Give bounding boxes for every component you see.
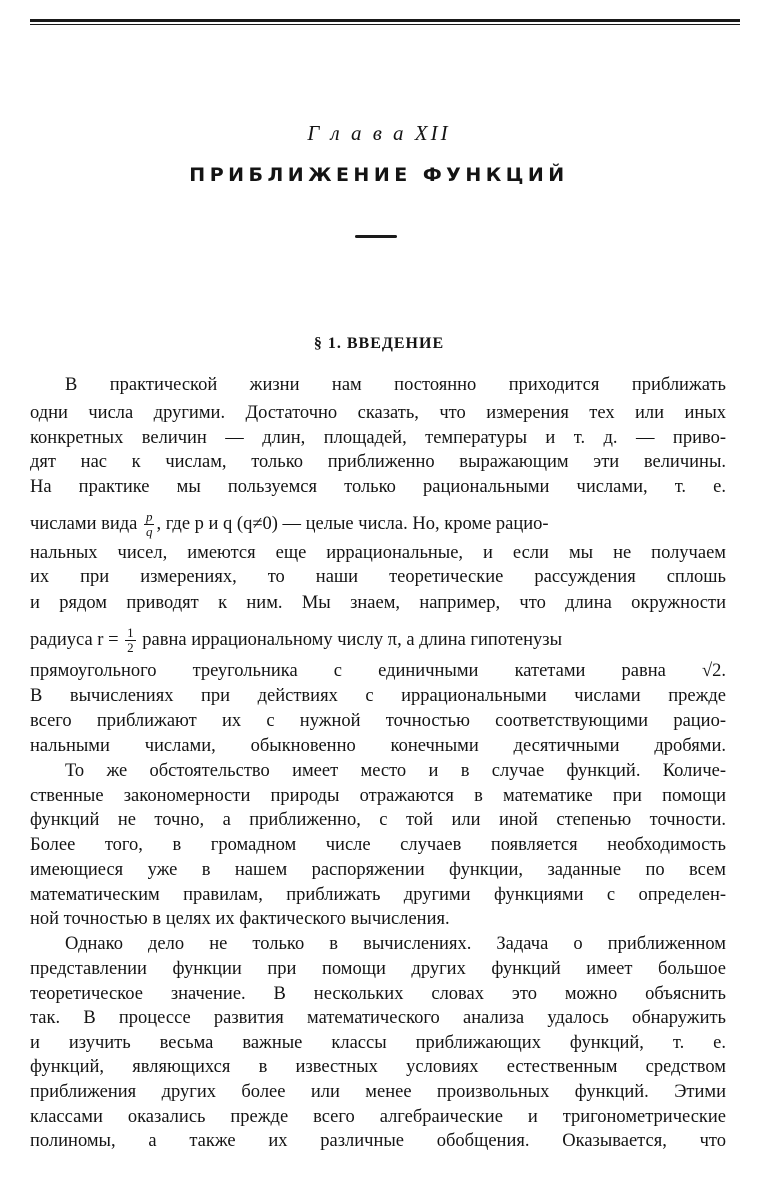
text-line: Более того, в громадном числе случаев появляется необходимость: [30, 835, 726, 855]
section-title: § 1. ВВЕДЕНИЕ: [313, 335, 445, 352]
text-line: и изучить весьма важные классы приближающих функций, т. е.: [30, 1033, 726, 1053]
text-line: так. В процессе развития математического анализа удалось обнаружить: [30, 1008, 726, 1028]
text-line: Однако дело не только в вычислениях. Задача о приближенном: [65, 934, 726, 954]
text-line: приближения других более или менее произвольных функций. Этими: [30, 1082, 726, 1102]
text-line: В вычислениях при действиях с иррациональными числами прежде: [30, 686, 726, 706]
text-line: всего приближают их с нужной точностью соответствующими рацио-: [30, 711, 726, 731]
text-line: функций не точно, а приближенно, с той или иной степенью точности.: [30, 810, 726, 830]
text-line: представлении функции при помощи других функций имеет большое: [30, 959, 726, 979]
fraction-numerator: p: [145, 509, 153, 524]
text-line: конкретных величин — длин, площадей, температуры и т. д. — приво-: [30, 428, 726, 448]
text-line: То же обстоятельство имеет место и в случае функций. Количе-: [65, 761, 726, 781]
text-segment: числами вида: [30, 513, 138, 534]
top-rule-thin: [30, 24, 740, 25]
text-line: ственные закономерности природы отражаются в математике при помощи: [30, 786, 726, 806]
text-segment: равна иррациональному числу π, а длина гипотенузы: [142, 629, 563, 650]
text-line: одни числа другими. Достаточно сказать, что измерения тех или иных: [30, 403, 726, 423]
fraction-denominator: 2: [127, 640, 134, 655]
text-line: нальными числами, обыкновенно конечными десятичными дробями.: [30, 736, 726, 756]
text-line-with-fraction: [30, 510, 726, 539]
text-segment: радиуса r =: [30, 629, 119, 650]
text-line: имеющиеся уже в нашем распоряжении функции, заданные по всем: [30, 860, 726, 880]
text-line: теоретическое значение. В нескольких словах это можно объяснить: [30, 984, 726, 1004]
text-line: На практике мы пользуемся только рациональными числами, т. е.: [30, 477, 726, 497]
text-line: классами оказались прежде всего алгебраические и тригонометрические: [30, 1107, 726, 1127]
text-line: математическим правилам, приближать другими функциями с определен-: [30, 885, 726, 905]
text-line: их при измерениях, то наши теоретические рассуждения сплошь: [30, 567, 726, 587]
title-ornament: [351, 235, 401, 239]
fraction-denominator: q: [145, 524, 153, 539]
chapter-label: Г л а в а XII: [307, 121, 451, 145]
text-segment: , где p и q (q≠0) — целые числа. Но, кроме рацио-: [156, 513, 549, 534]
text-line: нальных чисел, имеются еще иррациональные, и если мы не получаем: [30, 543, 726, 563]
chapter-title: ПРИБЛИЖЕНИЕ ФУНКЦИЙ: [189, 164, 569, 186]
text-line: полиномы, а также их различные обобщения. Оказывается, что: [30, 1131, 726, 1151]
fraction-one-half: [125, 626, 136, 655]
text-line: и рядом приводят к ним. Мы знаем, например, что длина окружности: [30, 593, 726, 613]
fraction-numerator: 1: [127, 625, 134, 640]
text-line: прямоугольного треугольника с единичными катетами равна √2.: [30, 661, 726, 681]
text-line: В практической жизни нам постоянно приходится приближать: [65, 375, 726, 395]
text-line-with-fraction: [30, 626, 726, 655]
top-rule-thick: [30, 19, 740, 22]
text-line: функций, являющихся в известных условиях естественным средством: [30, 1057, 726, 1077]
fraction-p-over-q: [144, 510, 155, 539]
text-line: ной точностью в целях их фактического вычисления.: [30, 909, 450, 929]
text-line: дят нас к числам, только приближенно выражающим эти величины.: [30, 452, 726, 472]
